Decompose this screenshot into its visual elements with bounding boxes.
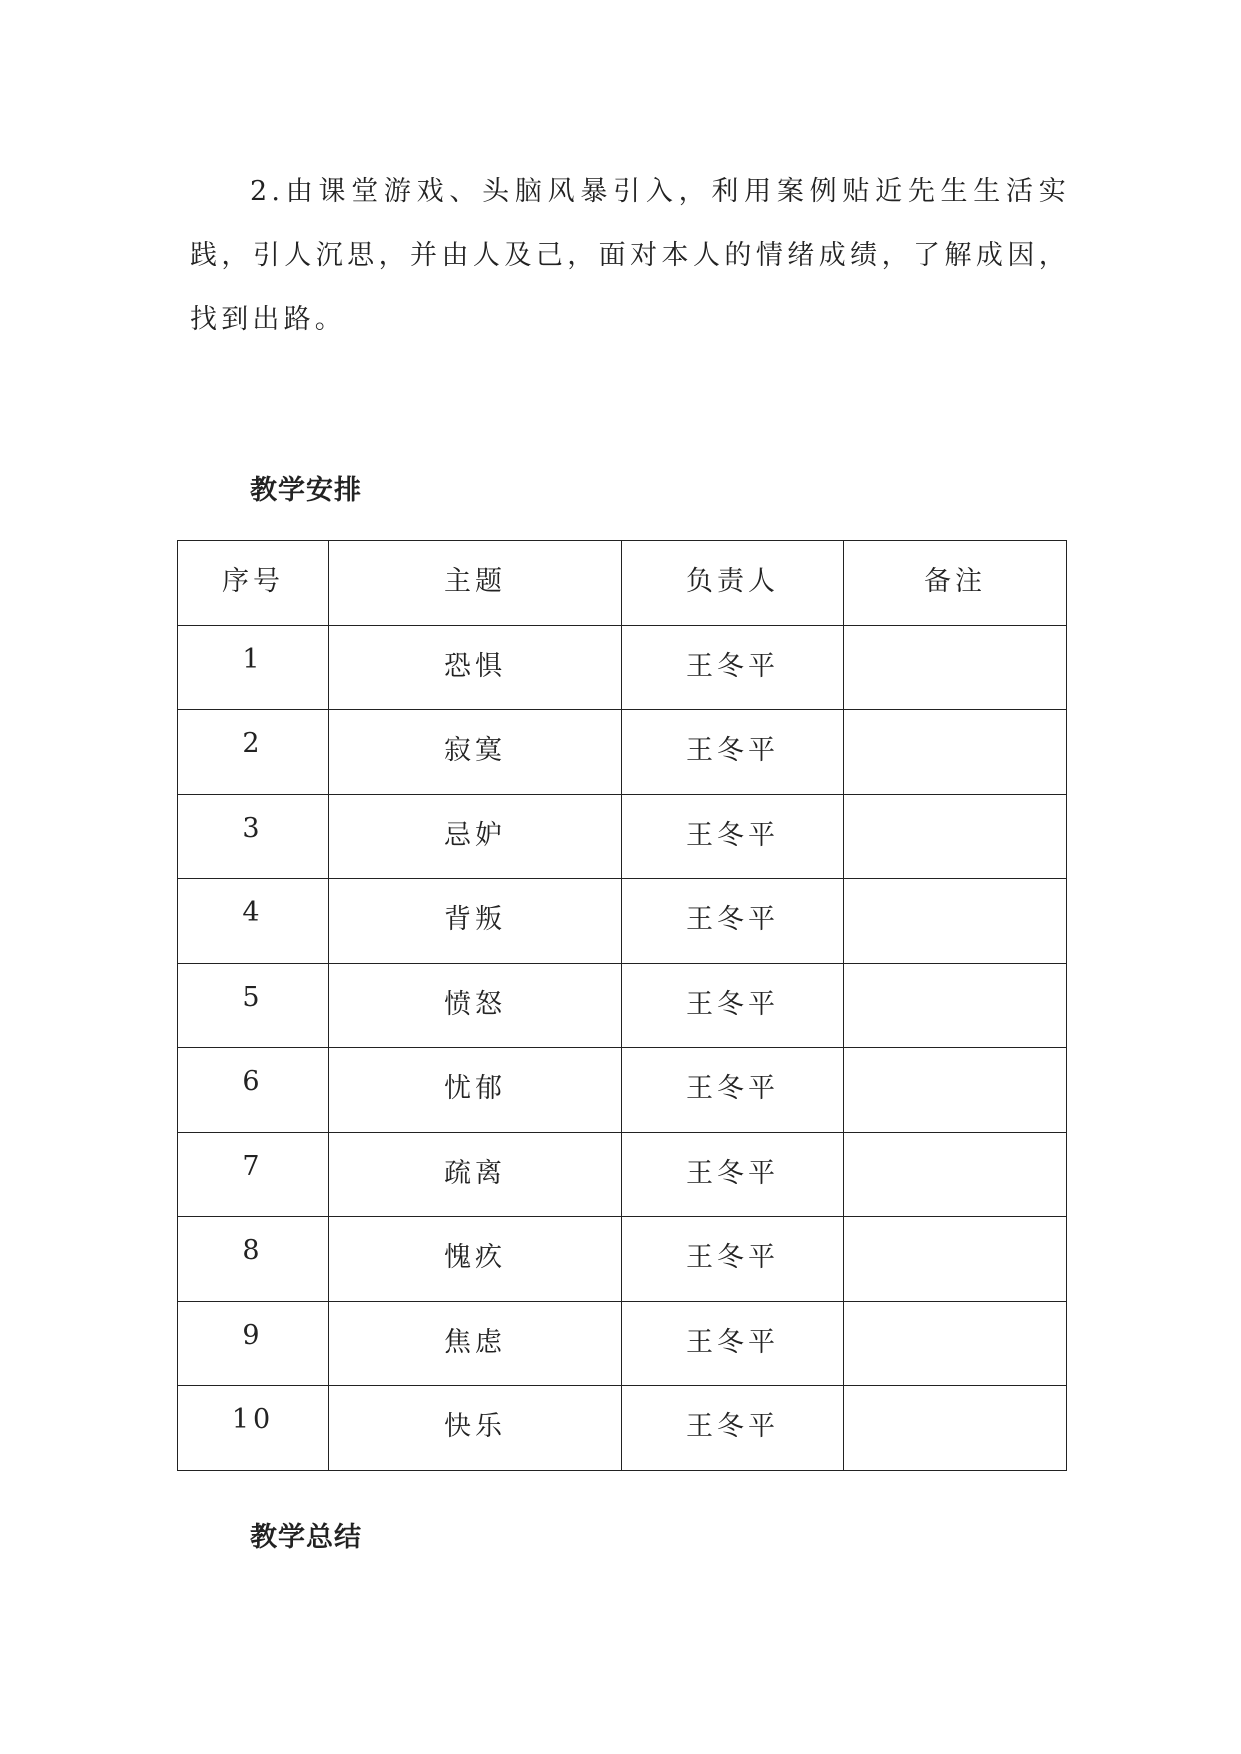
cell-topic: 愤怒: [329, 963, 622, 1048]
cell-note: [844, 625, 1067, 710]
cell-note: [844, 1386, 1067, 1471]
table-row: [178, 625, 1067, 710]
cell-note: [844, 1217, 1067, 1302]
cell-no: 10: [178, 1386, 329, 1471]
table-row: [178, 1386, 1067, 1471]
header-no: 序号: [178, 541, 329, 626]
header-topic: 主题: [329, 541, 622, 626]
cell-topic: 恐惧: [329, 625, 622, 710]
cell-no: 7: [178, 1132, 329, 1217]
cell-note: [844, 1048, 1067, 1133]
cell-owner: 王冬平: [622, 1301, 844, 1386]
table-row: [178, 1217, 1067, 1302]
cell-topic: 寂寞: [329, 710, 622, 795]
schedule-heading: 教学安排: [250, 475, 362, 506]
cell-no: 9: [178, 1301, 329, 1386]
cell-note: [844, 879, 1067, 964]
cell-topic: 愧疚: [329, 1217, 622, 1302]
cell-note: [844, 1132, 1067, 1217]
table-row: [178, 963, 1067, 1048]
cell-owner: 王冬平: [622, 1217, 844, 1302]
schedule-table: [177, 540, 1067, 1471]
cell-topic: 疏离: [329, 1132, 622, 1217]
cell-no: 4: [178, 879, 329, 964]
cell-topic: 背叛: [329, 879, 622, 964]
header-note: 备注: [844, 541, 1067, 626]
cell-no: 2: [178, 710, 329, 795]
cell-no: 8: [178, 1217, 329, 1302]
cell-topic: 忌妒: [329, 794, 622, 879]
cell-no: 5: [178, 963, 329, 1048]
table-header-row: [178, 541, 1067, 626]
table-row: [178, 794, 1067, 879]
table-row: [178, 1301, 1067, 1386]
cell-note: [844, 963, 1067, 1048]
cell-note: [844, 1301, 1067, 1386]
table-row: [178, 879, 1067, 964]
summary-heading: 教学总结: [250, 1522, 362, 1553]
intro-paragraph: 2.由课堂游戏、头脑风暴引入，利用案例贴近先生生活实践，引人沉思，并由人及己，面对本人的情绪成绩，了解成因，找到出路。: [190, 176, 1070, 335]
table-row: [178, 1048, 1067, 1133]
cell-topic: 焦虑: [329, 1301, 622, 1386]
table-row: [178, 710, 1067, 795]
cell-no: 1: [178, 625, 329, 710]
cell-owner: 王冬平: [622, 1048, 844, 1133]
cell-owner: 王冬平: [622, 710, 844, 795]
cell-note: [844, 710, 1067, 795]
cell-owner: 王冬平: [622, 1386, 844, 1471]
cell-topic: 快乐: [329, 1386, 622, 1471]
cell-no: 6: [178, 1048, 329, 1133]
cell-no: 3: [178, 794, 329, 879]
cell-owner: 王冬平: [622, 963, 844, 1048]
cell-owner: 王冬平: [622, 625, 844, 710]
table-row: [178, 1132, 1067, 1217]
cell-owner: 王冬平: [622, 794, 844, 879]
cell-topic: 忧郁: [329, 1048, 622, 1133]
cell-owner: 王冬平: [622, 879, 844, 964]
header-owner: 负责人: [622, 541, 844, 626]
cell-note: [844, 794, 1067, 879]
cell-owner: 王冬平: [622, 1132, 844, 1217]
